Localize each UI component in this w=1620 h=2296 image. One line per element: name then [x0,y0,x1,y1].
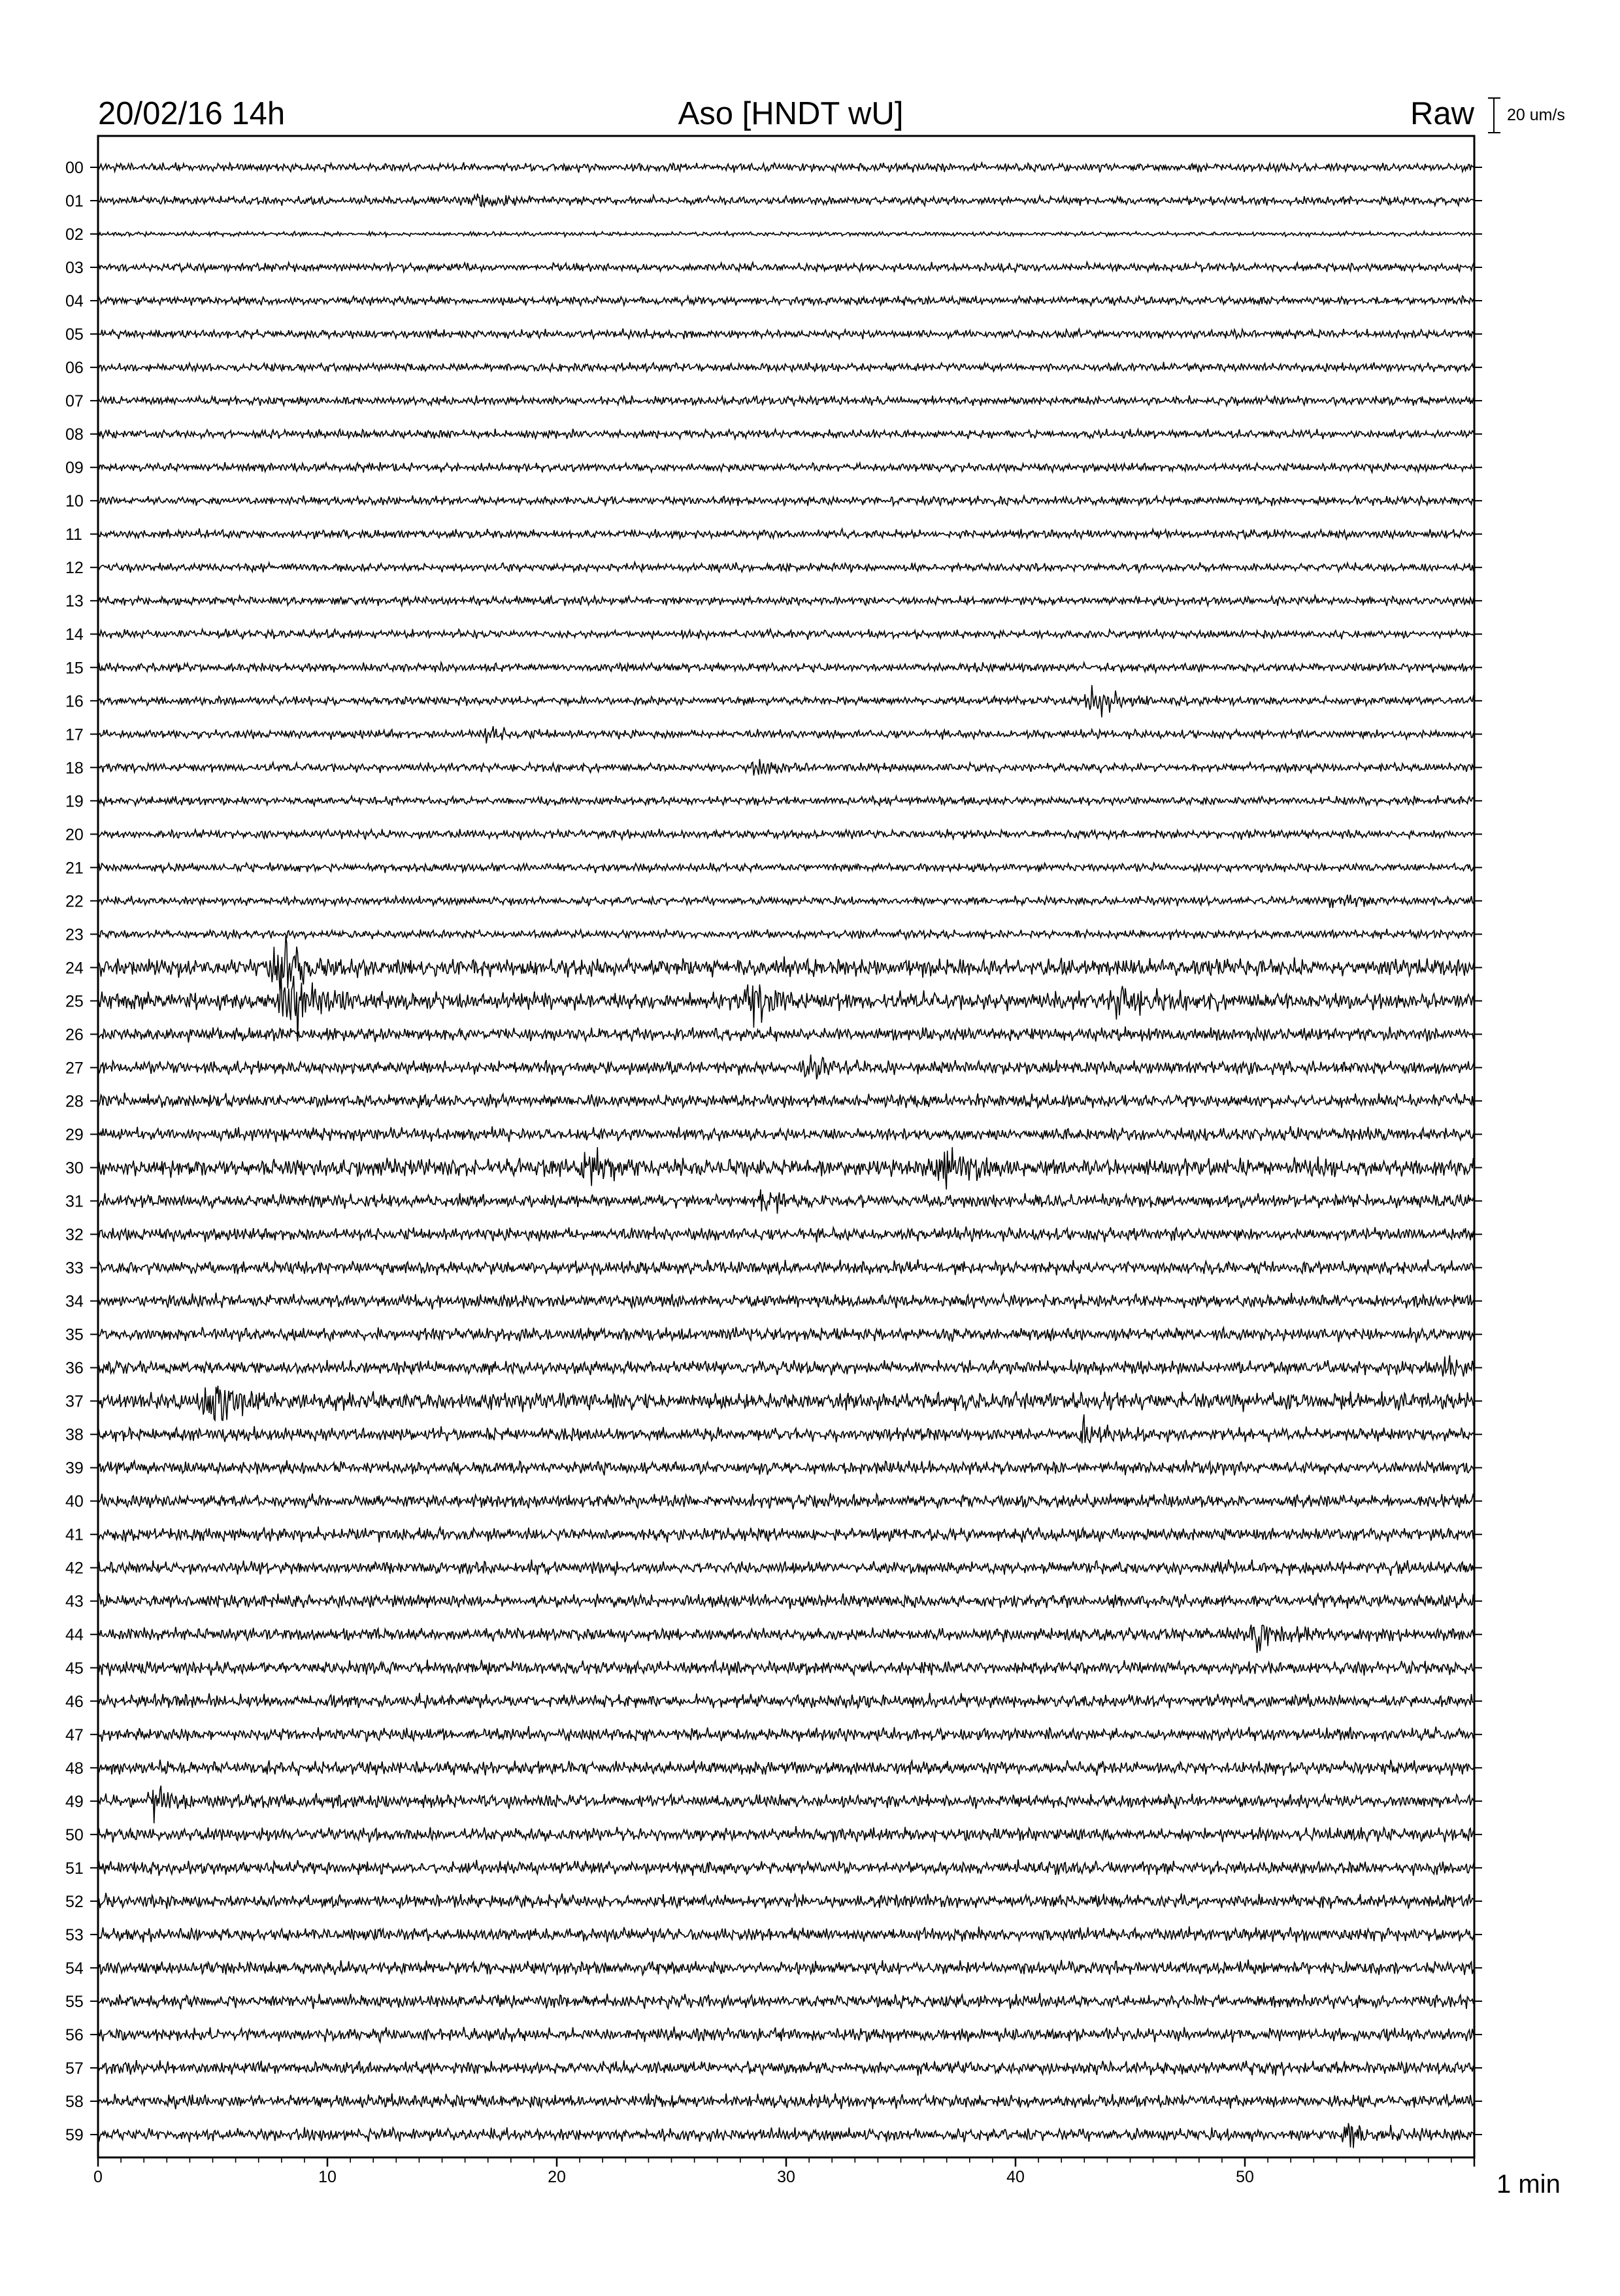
trace-row-16 [98,685,1474,717]
row-label-51: 51 [65,1859,84,1878]
amplitude-scale-label: 20 um/s [1507,106,1565,124]
row-label-13: 13 [65,592,84,611]
row-label-11: 11 [65,525,82,544]
row-label-01: 01 [65,192,84,211]
row-label-54: 54 [65,1959,84,1978]
date-hour-label: 20/02/16 14h [98,96,286,131]
trace-row-20 [98,829,1474,840]
row-label-33: 33 [65,1259,84,1278]
row-label-20: 20 [65,825,84,844]
x-unit-label: 1 min [1496,2170,1561,2199]
row-label-26: 26 [65,1025,84,1044]
row-label-23: 23 [65,925,84,944]
row-label-25: 25 [65,992,84,1011]
row-label-39: 39 [65,1459,84,1478]
trace-row-44 [98,1625,1474,1653]
row-label-24: 24 [65,959,84,978]
row-label-52: 52 [65,1892,84,1911]
row-label-49: 49 [65,1792,84,1811]
trace-row-28 [98,1093,1474,1108]
trace-row-24 [98,936,1474,991]
trace-row-37 [98,1386,1474,1420]
trace-row-14 [98,629,1474,640]
x-tick-label: 30 [777,2168,795,2186]
row-label-50: 50 [65,1825,84,1844]
trace-row-30 [98,1147,1474,1190]
trace-row-35 [98,1327,1474,1342]
trace-row-00 [98,162,1474,173]
trace-row-36 [98,1356,1474,1378]
row-label-group [65,159,84,2144]
trace-row-26 [98,1027,1474,1043]
plot-frame [98,136,1474,2157]
row-label-14: 14 [65,625,84,644]
trace-row-46 [98,1693,1474,1708]
row-label-17: 17 [65,725,84,744]
row-label-05: 05 [65,325,84,344]
row-label-53: 53 [65,1925,84,1944]
row-label-58: 58 [65,2092,84,2111]
trace-row-48 [98,1759,1474,1776]
trace-row-13 [98,595,1474,606]
row-label-32: 32 [65,1225,84,1244]
trace-row-12 [98,562,1474,573]
row-label-57: 57 [65,2059,84,2078]
trace-row-04 [98,296,1474,307]
row-label-29: 29 [65,1125,84,1144]
trace-row-51 [98,1859,1474,1876]
row-label-41: 41 [65,1525,84,1544]
trace-row-34 [98,1293,1474,1310]
trace-row-06 [98,362,1474,373]
row-label-38: 38 [65,1425,84,1444]
row-label-22: 22 [65,892,84,911]
row-label-59: 59 [65,2126,84,2144]
x-tick-label: 10 [318,2168,337,2186]
row-label-08: 08 [65,425,84,444]
trace-row-27 [98,1055,1474,1080]
row-label-34: 34 [65,1292,84,1311]
trace-row-57 [98,2060,1474,2076]
row-label-43: 43 [65,1592,84,1611]
x-tick-label: 50 [1236,2168,1254,2186]
trace-row-32 [98,1227,1474,1242]
trace-row-53 [98,1926,1474,1942]
row-label-46: 46 [65,1692,84,1711]
row-label-47: 47 [65,1725,84,1744]
row-label-44: 44 [65,1625,84,1644]
trace-row-38 [98,1414,1474,1443]
row-label-04: 04 [65,292,84,311]
trace-row-17 [98,726,1474,743]
trace-row-43 [98,1593,1474,1609]
trace-row-54 [98,1959,1474,1975]
station-title: Aso [HNDT wU] [678,96,904,131]
trace-row-22 [98,895,1474,908]
row-label-16: 16 [65,692,84,711]
row-label-56: 56 [65,2025,84,2044]
row-label-55: 55 [65,1992,84,2011]
row-label-40: 40 [65,1492,84,1511]
row-label-12: 12 [65,559,84,578]
trace-row-56 [98,2027,1474,2043]
row-label-02: 02 [65,225,84,244]
row-label-06: 06 [65,359,84,378]
row-label-00: 00 [65,159,84,177]
row-label-30: 30 [65,1159,84,1178]
row-label-36: 36 [65,1359,84,1378]
row-label-19: 19 [65,792,84,811]
trace-row-09 [98,462,1474,473]
trace-row-03 [98,262,1474,273]
trace-row-19 [98,795,1474,806]
trace-row-21 [98,863,1474,873]
x-tick-label: 40 [1006,2168,1025,2186]
trace-row-49 [98,1786,1474,1823]
trace-row-01 [98,193,1474,207]
row-label-03: 03 [65,259,84,278]
trace-group [98,162,1474,2148]
trace-row-52 [98,1893,1474,1908]
trace-row-18 [98,759,1474,775]
trace-row-02 [98,231,1474,237]
row-label-48: 48 [65,1759,84,1778]
row-label-27: 27 [65,1059,84,1078]
row-label-31: 31 [65,1192,84,1211]
trace-row-23 [98,929,1474,940]
trace-row-15 [98,662,1474,673]
trace-row-05 [98,329,1474,339]
row-label-28: 28 [65,1092,84,1111]
trace-row-58 [98,2093,1474,2109]
trace-row-40 [98,1493,1474,1510]
x-tick-label: 20 [548,2168,566,2186]
trace-row-08 [98,429,1474,439]
row-label-09: 09 [65,459,84,478]
trace-row-45 [98,1660,1474,1676]
mode-label: Raw [1410,96,1474,131]
row-label-15: 15 [65,659,84,678]
trace-row-42 [98,1559,1474,1576]
trace-row-39 [98,1460,1474,1476]
row-label-10: 10 [65,492,84,511]
trace-row-33 [98,1259,1474,1276]
trace-row-29 [98,1126,1474,1142]
row-label-18: 18 [65,759,84,778]
row-label-35: 35 [65,1325,84,1344]
amplitude-scale-bar [1488,98,1565,133]
trace-row-10 [98,495,1474,506]
trace-row-31 [98,1190,1474,1214]
row-label-42: 42 [65,1559,84,1578]
trace-row-47 [98,1726,1474,1742]
row-label-37: 37 [65,1392,84,1411]
trace-row-50 [98,1826,1474,1842]
trace-row-41 [98,1527,1474,1542]
trace-row-59 [98,2123,1474,2148]
x-tick-label: 0 [93,2168,103,2186]
row-label-45: 45 [65,1659,84,1678]
trace-row-55 [98,1993,1474,2010]
trace-row-25 [98,965,1474,1042]
trace-row-11 [98,529,1474,540]
row-label-07: 07 [65,392,84,411]
row-label-21: 21 [65,859,84,878]
trace-row-07 [98,395,1474,406]
